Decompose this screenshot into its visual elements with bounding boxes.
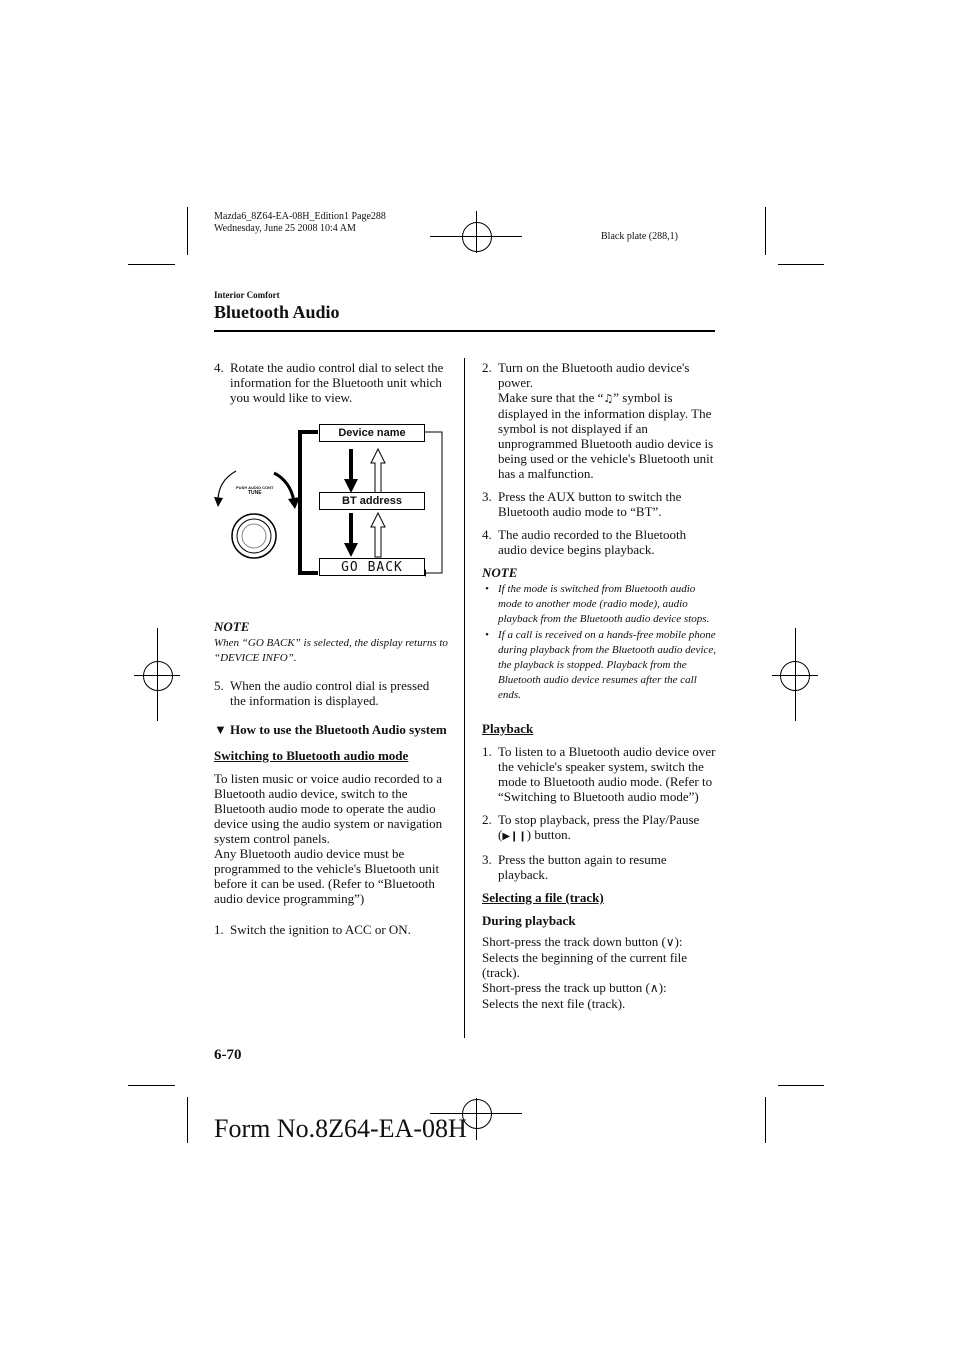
step-text: When the audio control dial is pressed the information is displayed.	[230, 678, 430, 708]
step-text: To listen to a Bluetooth audio device over the vehicle's speaker system, switch the mode to Bluetooth audio mode. (Refer to “Switching to Bluetooth audio mode”)	[498, 744, 716, 804]
crop-mark	[765, 207, 766, 255]
step-5	[214, 678, 448, 708]
track-up-pre: Short-press the track up button (	[482, 980, 650, 995]
crop-mark	[128, 1085, 175, 1086]
track-down-line	[482, 934, 716, 950]
step-4	[214, 360, 448, 405]
step-number: 4.	[214, 360, 224, 375]
step-text: The audio recorded to the Bluetooth audio device begins playback.	[498, 527, 687, 557]
section-label: Interior Comfort	[214, 290, 280, 300]
track-down-icon: ∨	[665, 935, 675, 949]
file-meta-line2: Wednesday, June 25 2008 10:4 AM	[214, 223, 356, 234]
step2-line1: Turn on the Bluetooth audio device's power.	[498, 360, 690, 390]
step-text: Press the button again to resume playback.	[498, 852, 667, 882]
step-text: Switch the ignition to ACC or ON.	[230, 922, 411, 937]
section-heading-text: How to use the Bluetooth Audio system	[230, 722, 447, 737]
track-down-pre: Short-press the track down button (	[482, 934, 666, 949]
step-number: 1.	[482, 744, 492, 759]
right-column	[482, 360, 716, 1011]
left-column	[214, 360, 448, 945]
step-text: Press the AUX button to switch the Bluetooth audio mode to “BT”.	[498, 489, 682, 519]
device-name-box: Device name	[319, 424, 425, 442]
play-pause-icon: ▶❙❙	[502, 831, 527, 842]
registration-circle	[143, 661, 173, 691]
step-number: 2.	[482, 360, 492, 375]
track-down-desc: Selects the beginning of the current file (track).	[482, 950, 688, 980]
bt-address-box: BT address	[319, 492, 425, 510]
note-title: NOTE	[482, 565, 518, 580]
section-heading	[214, 722, 448, 738]
dial-label-bottom: TUNE	[248, 490, 262, 496]
note-bullet	[482, 628, 716, 703]
track-up-desc: Selects the next file (track).	[482, 996, 626, 1011]
file-meta	[214, 211, 386, 235]
pb2-post: ) button.	[526, 827, 571, 842]
note-bullet-text: If a call is received on a hands-free mobile phone during playback from the Bluetooth audio device, the playback is stopped. Playback from the Bluetooth audio device resumes after the call ends.	[498, 629, 717, 701]
track-down-post: ):	[674, 934, 683, 949]
note-bullet-text: If the mode is switched from Bluetooth audio mode to another mode (radio mode), audio playback from the Bluetooth audio device stops.	[498, 583, 710, 625]
step2-pre: Make sure that the “	[498, 390, 604, 405]
step-number: 2.	[482, 812, 492, 827]
playback-step-2	[482, 812, 716, 844]
plate-label: Black plate (288,1)	[601, 231, 678, 242]
page-number: 6-70	[214, 1047, 242, 1063]
note-text: When “GO BACK” is selected, the display returns to “DEVICE INFO”.	[214, 637, 448, 664]
step-3	[482, 489, 716, 519]
note-title: NOTE	[214, 619, 250, 634]
registration-circle	[780, 661, 810, 691]
subhead-playback: Playback	[482, 721, 534, 736]
dial-label-top: PUSH AUDIO CONT	[236, 485, 274, 490]
track-up-icon: ∧	[649, 981, 659, 995]
bullet-icon: •	[485, 629, 489, 641]
step-text	[498, 812, 716, 844]
step-number: 5.	[214, 678, 224, 693]
track-up-line	[482, 980, 716, 996]
form-number: Form No.8Z64-EA-08H	[214, 1114, 467, 1143]
registration-circle	[462, 222, 492, 252]
programming-paragraph: Any Bluetooth audio device must be programmed to the vehicle's Bluetooth unit before it can be used. (Refer to “Bluetooth audio device programming”)	[214, 846, 440, 906]
subhead-selecting: Selecting a file (track)	[482, 890, 604, 905]
step-4-right	[482, 527, 716, 557]
crop-mark	[187, 207, 188, 255]
file-meta-line1: Mazda6_8Z64-EA-08H_Edition1 Page288	[214, 211, 386, 222]
title-rule	[214, 330, 715, 332]
go-back-box: GO BACK	[319, 558, 425, 576]
triangle-down-icon: ▼	[214, 722, 227, 737]
step-2	[482, 360, 716, 481]
crop-mark	[128, 264, 175, 265]
page-title: Bluetooth Audio	[214, 302, 340, 322]
subhead-switching: Switching to Bluetooth audio mode	[214, 748, 409, 763]
dial-diagram	[214, 423, 448, 601]
column-divider	[464, 358, 465, 1038]
bullet-icon: •	[485, 583, 489, 595]
step2-post: ” symbol is displayed in the information display. The symbol is not displayed if an unprogrammed Bluetooth audio device is being used or the vehicle's Bluetooth unit has a malfunction.	[498, 390, 714, 481]
step-number: 3.	[482, 489, 492, 504]
crop-mark	[765, 1097, 766, 1143]
crop-mark	[187, 1097, 188, 1143]
music-note-icon: ♫	[603, 392, 614, 405]
playback-step-3	[482, 852, 716, 882]
step-1	[214, 922, 448, 937]
step-number: 1.	[214, 922, 224, 937]
crop-mark	[778, 1085, 824, 1086]
track-up-post: ):	[658, 980, 667, 995]
note-bullet	[482, 582, 716, 627]
playback-step-1	[482, 744, 716, 804]
intro-paragraph: To listen music or voice audio recorded to a Bluetooth audio device, switch to the Bluetooth audio mode to operate the audio device using the audio system or navigation system control panels.	[214, 771, 443, 846]
step-text: Rotate the audio control dial to select the information for the Bluetooth unit which you would like to view.	[230, 360, 444, 405]
crop-mark	[778, 264, 824, 265]
step-number: 4.	[482, 527, 492, 542]
during-playback-label: During playback	[482, 913, 576, 928]
pb2-pre: To stop playback, press the Play/Pause (	[498, 812, 700, 842]
step-text	[498, 360, 716, 481]
step-number: 3.	[482, 852, 492, 867]
